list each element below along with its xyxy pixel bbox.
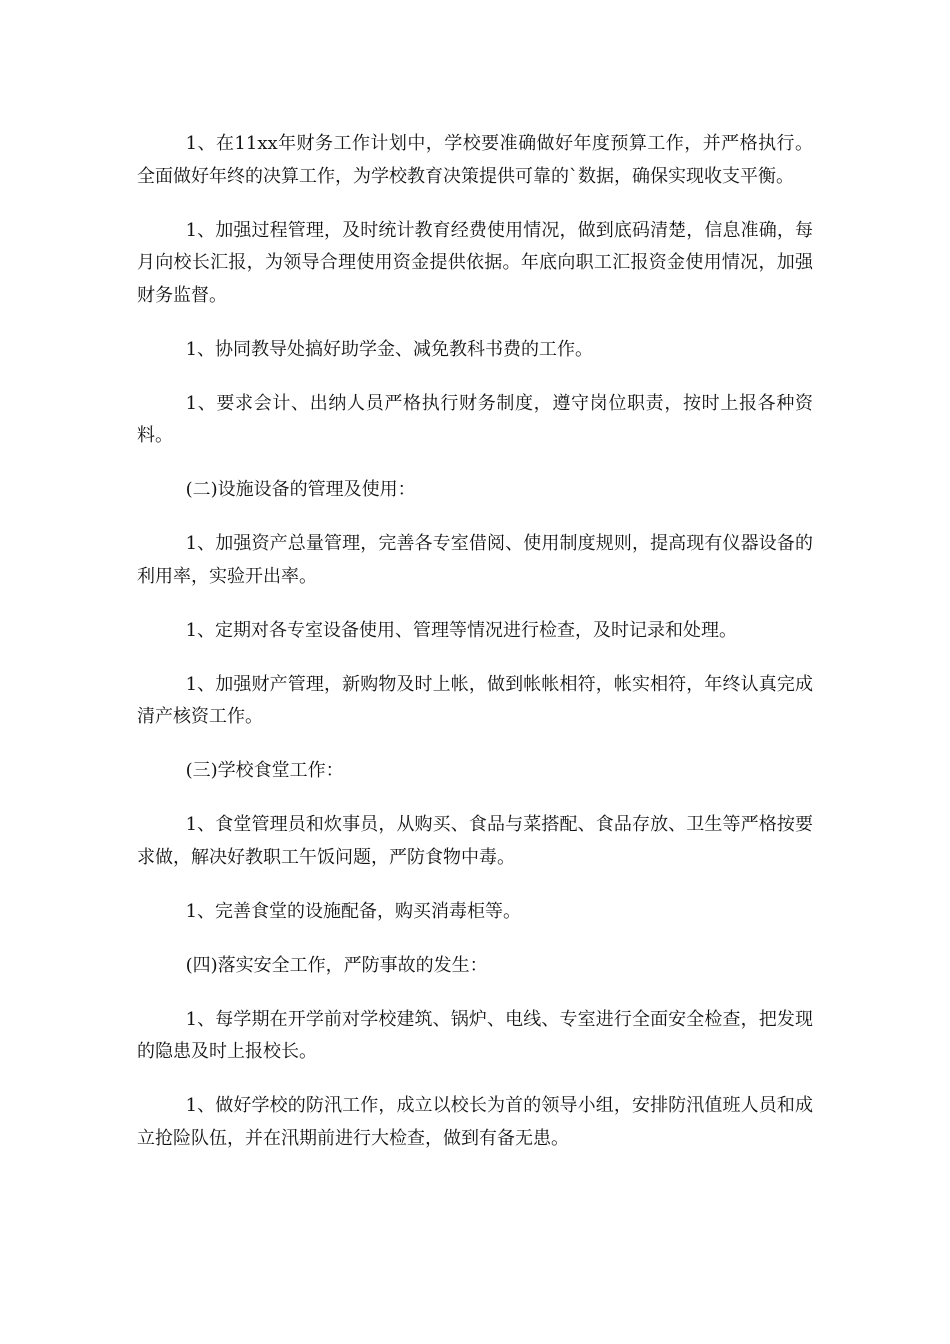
paragraph-safety-inspection: 1、每学期在开学前对学校建筑、锅炉、电线、专室进行全面安全检查，把发现的隐患及时上报校长。	[137, 1008, 813, 1062]
paragraph-equipment-inspection: 1、定期对各专室设备使用、管理等情况进行检查，及时记录和处理。	[185, 619, 738, 641]
paragraph-canteen-staff: 1、食堂管理员和炊事员，从购买、食品与菜搭配、食品存放、卫生等严格按要求做，解决好教职工午饭问题，严防食物中毒。	[137, 814, 813, 868]
section-heading-canteen: (三)学校食堂工作：	[185, 760, 344, 781]
paragraph-canteen-facilities: 1、完善食堂的设施配备，购买消毒柜等。	[185, 900, 522, 922]
paragraph-property-management: 1、加强财产管理，新购物及时上帐，做到帐帐相符，帐实相符，年终认真完成清产核资工作。	[137, 673, 813, 727]
section-heading-safety: (四)落实安全工作，严防事故的发生：	[185, 954, 488, 976]
paragraph-scholarship: 1、协同教导处搞好助学金、减免教科书费的工作。	[185, 338, 594, 360]
paragraph-budget: 1、在11xx年财务工作计划中，学校要准确做好年度预算工作，并严格执行。全面做好年终的决算工作，为学校教育决策提供可靠的`数据，确保实现收支平衡。	[137, 133, 813, 187]
paragraph-process-management: 1、加强过程管理，及时统计教育经费使用情况，做到底码清楚，信息准确，每月向校长汇报，为领导合理使用资金提供依据。年底向职工汇报资金使用情况，加强财务监督。	[137, 219, 813, 306]
section-heading-facilities: (二)设施设备的管理及使用：	[185, 479, 416, 500]
paragraph-flood-prevention: 1、做好学校的防汛工作，成立以校长为首的领导小组，安排防汛值班人员和成立抢险队伍，并在汛期前进行大检查，做到有备无患。	[137, 1095, 813, 1149]
paragraph-asset-management: 1、加强资产总量管理，完善各专室借阅、使用制度规则，提高现有仪器设备的利用率，实验开出率。	[137, 533, 813, 587]
paragraph-accounting-staff: 1、要求会计、出纳人员严格执行财务制度，遵守岗位职责，按时上报各种资料。	[137, 392, 813, 446]
document-body	[137, 128, 813, 1177]
